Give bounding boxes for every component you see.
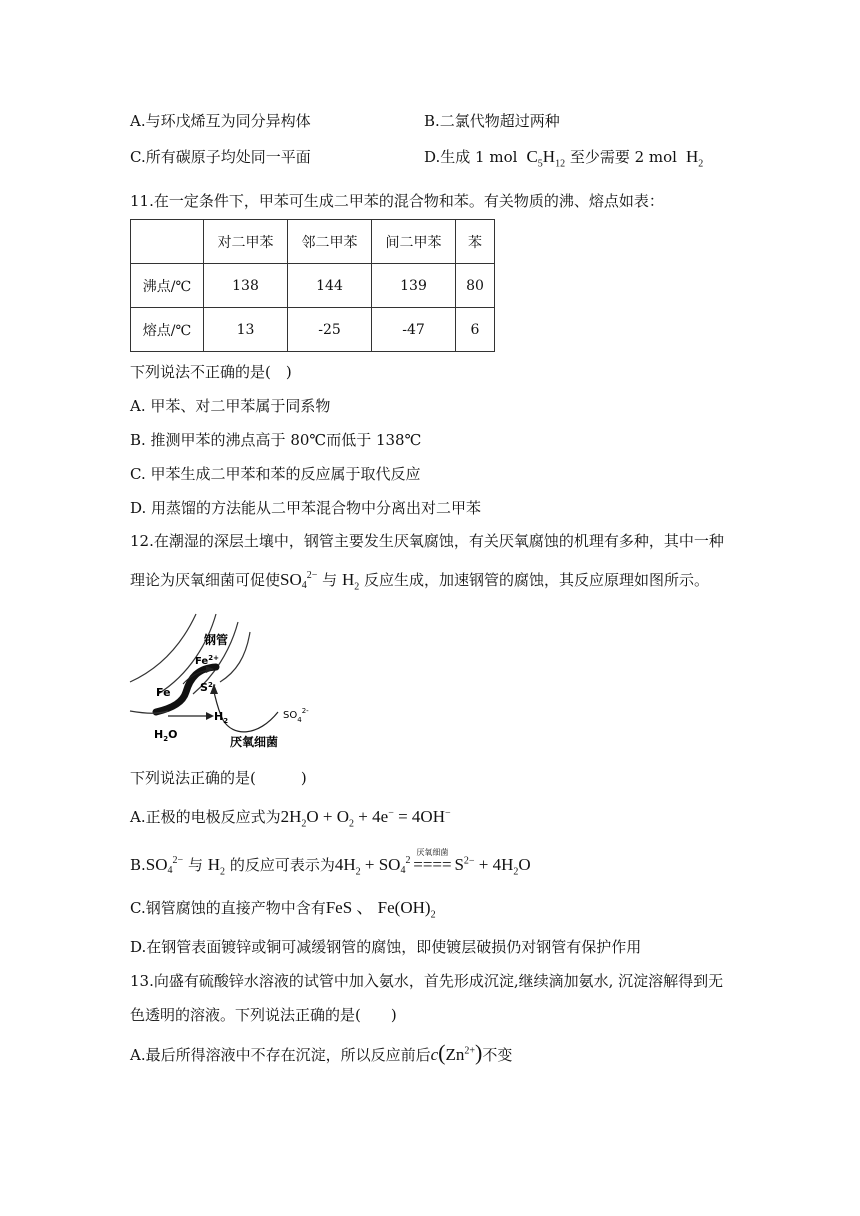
table-header-cell: 苯 xyxy=(456,220,495,264)
reaction-condition-label: 厌氧细菌 xyxy=(416,848,449,857)
table-cell: 138 xyxy=(204,264,288,308)
table-header-cell: 邻二甲苯 xyxy=(288,220,372,264)
q13-stem-line2: 色透明的溶液。下列说法正确的是( ) xyxy=(130,1006,397,1024)
q13-option-a xyxy=(130,1040,513,1065)
table-cell: 沸点/℃ xyxy=(131,264,204,308)
label-anaerobic-bacteria: 厌氧细菌 xyxy=(230,735,279,749)
properties-table xyxy=(130,219,495,352)
q12-stem-text-b: 与 xyxy=(322,571,338,589)
q12-stem-text-a: 理论为厌氧细菌可促使 xyxy=(130,571,281,589)
q11-option-c: C. 甲苯生成二甲苯和苯的反应属于取代反应 xyxy=(130,465,421,483)
table-header-cell: 对二甲苯 xyxy=(204,220,288,264)
q11-option-d: D. 用蒸馏的方法能从二甲苯混合物中分离出对二甲苯 xyxy=(130,499,482,517)
q10-option-d-mid: 至少需要 2 mol xyxy=(569,148,677,166)
table-cell: 13 xyxy=(204,308,288,352)
formula-zn-concentration: $c(Zn^{2+})$ xyxy=(430,1040,483,1065)
formula-so4: $SO_4^{2-}$ xyxy=(280,570,318,591)
formula-so4: $SO_4^{2-}$ xyxy=(145,855,184,876)
q12-option-c-text: C.钢管腐蚀的直接产物中含有 xyxy=(130,899,326,917)
q12-stem-line1: 12.在潮湿的深层土壤中，钢管主要发生厌氧腐蚀，有关厌氧腐蚀的机理有多种，其中一种 xyxy=(130,532,724,550)
q12-option-b-text1: 与 xyxy=(187,856,203,874)
label-h2o: $H_2O$ xyxy=(154,728,178,743)
q13-option-a-text: A.最后所得溶液中不存在沉淀，所以反应前后 xyxy=(130,1046,431,1064)
label-s2minus: $S^{2-}$ xyxy=(200,681,216,694)
table-cell: 139 xyxy=(372,264,456,308)
q12-option-b xyxy=(130,848,531,878)
formula-h2: $H_2$ xyxy=(681,147,704,170)
table-row xyxy=(131,308,495,352)
table-cell: 熔点/℃ xyxy=(131,308,204,352)
q10-option-d xyxy=(424,147,704,170)
q10-option-a: A.与环戊烯互为同分异构体 xyxy=(130,112,311,130)
equation-bacteria-reaction: $4H_2 + SO_4^2$ 厌氧细菌 ==== $S^{2-} + 4H_2O$ xyxy=(335,855,531,874)
table-cell: 80 xyxy=(456,264,495,308)
q10-option-d-prefix: D.生成 1 mol xyxy=(424,148,518,166)
q13-option-a-suffix: 不变 xyxy=(482,1046,513,1064)
q11-option-b: B. 推测甲苯的沸点高于 80℃而低于 138℃ xyxy=(130,431,422,449)
q12-option-a xyxy=(130,807,451,830)
q12-option-b-text2: 的反应可表示为 xyxy=(229,856,335,874)
label-steel-pipe: 钢管 xyxy=(204,633,229,647)
q12-stem-text-c: 反应生成，加速钢管的腐蚀，其反应原理如图所示。 xyxy=(364,571,710,589)
table-row xyxy=(131,264,495,308)
q12-option-c xyxy=(130,898,436,921)
equation-positive-electrode: $2H_2O + O_2 + 4e^- = 4OH^-$ xyxy=(280,807,451,830)
q12-option-d: D.在钢管表面镀锌或铜可减缓钢管的腐蚀，即使镀层破损仍对钢管有保护作用 xyxy=(130,938,642,956)
q11-question: 下列说法不正确的是( ) xyxy=(130,363,292,381)
q12-option-a-text: A.正极的电极反应式为 xyxy=(130,808,281,826)
label-h2: $H_2$ xyxy=(214,710,229,725)
table-header-cell: 间二甲苯 xyxy=(372,220,456,264)
corrosion-diagram xyxy=(128,612,318,752)
q13-stem-line1: 13.向盛有硫酸锌水溶液的试管中加入氨水，首先形成沉淀,继续滴加氨水, 沉淀溶解得到无 xyxy=(130,972,724,990)
q11-option-a: A. 甲苯、对二甲苯属于同系物 xyxy=(130,397,331,415)
q11-stem: 11.在一定条件下，甲苯可生成二甲苯的混合物和苯。有关物质的沸、熔点如表： xyxy=(130,192,664,210)
table-cell: -25 xyxy=(288,308,372,352)
table-header-row xyxy=(131,220,495,264)
label-so4: $SO_4^{2-}$ xyxy=(283,707,309,724)
table-cell: 6 xyxy=(456,308,495,352)
q12-stem-line2 xyxy=(130,570,710,593)
formula-fes-feoh2: FeS 、 $Fe(OH)_2$ xyxy=(325,898,436,921)
label-fe: Fe xyxy=(156,686,171,699)
table-cell: -47 xyxy=(372,308,456,352)
q12-question: 下列说法正确的是( ) xyxy=(130,769,307,787)
q10-option-b: B.二氯代物超过两种 xyxy=(424,112,560,130)
formula-h2: $H_2$ xyxy=(207,855,226,878)
table-header-cell xyxy=(131,220,204,264)
formula-c5h12: $C_5H_{12}$ xyxy=(522,147,566,170)
q10-option-c: C.所有碳原子均处同一平面 xyxy=(130,148,311,166)
q12-option-b-label: B. xyxy=(130,856,146,874)
label-fe2plus: $Fe^{2+}$ xyxy=(195,654,219,667)
formula-h2: $H_2$ xyxy=(341,570,360,593)
table-cell: 144 xyxy=(288,264,372,308)
